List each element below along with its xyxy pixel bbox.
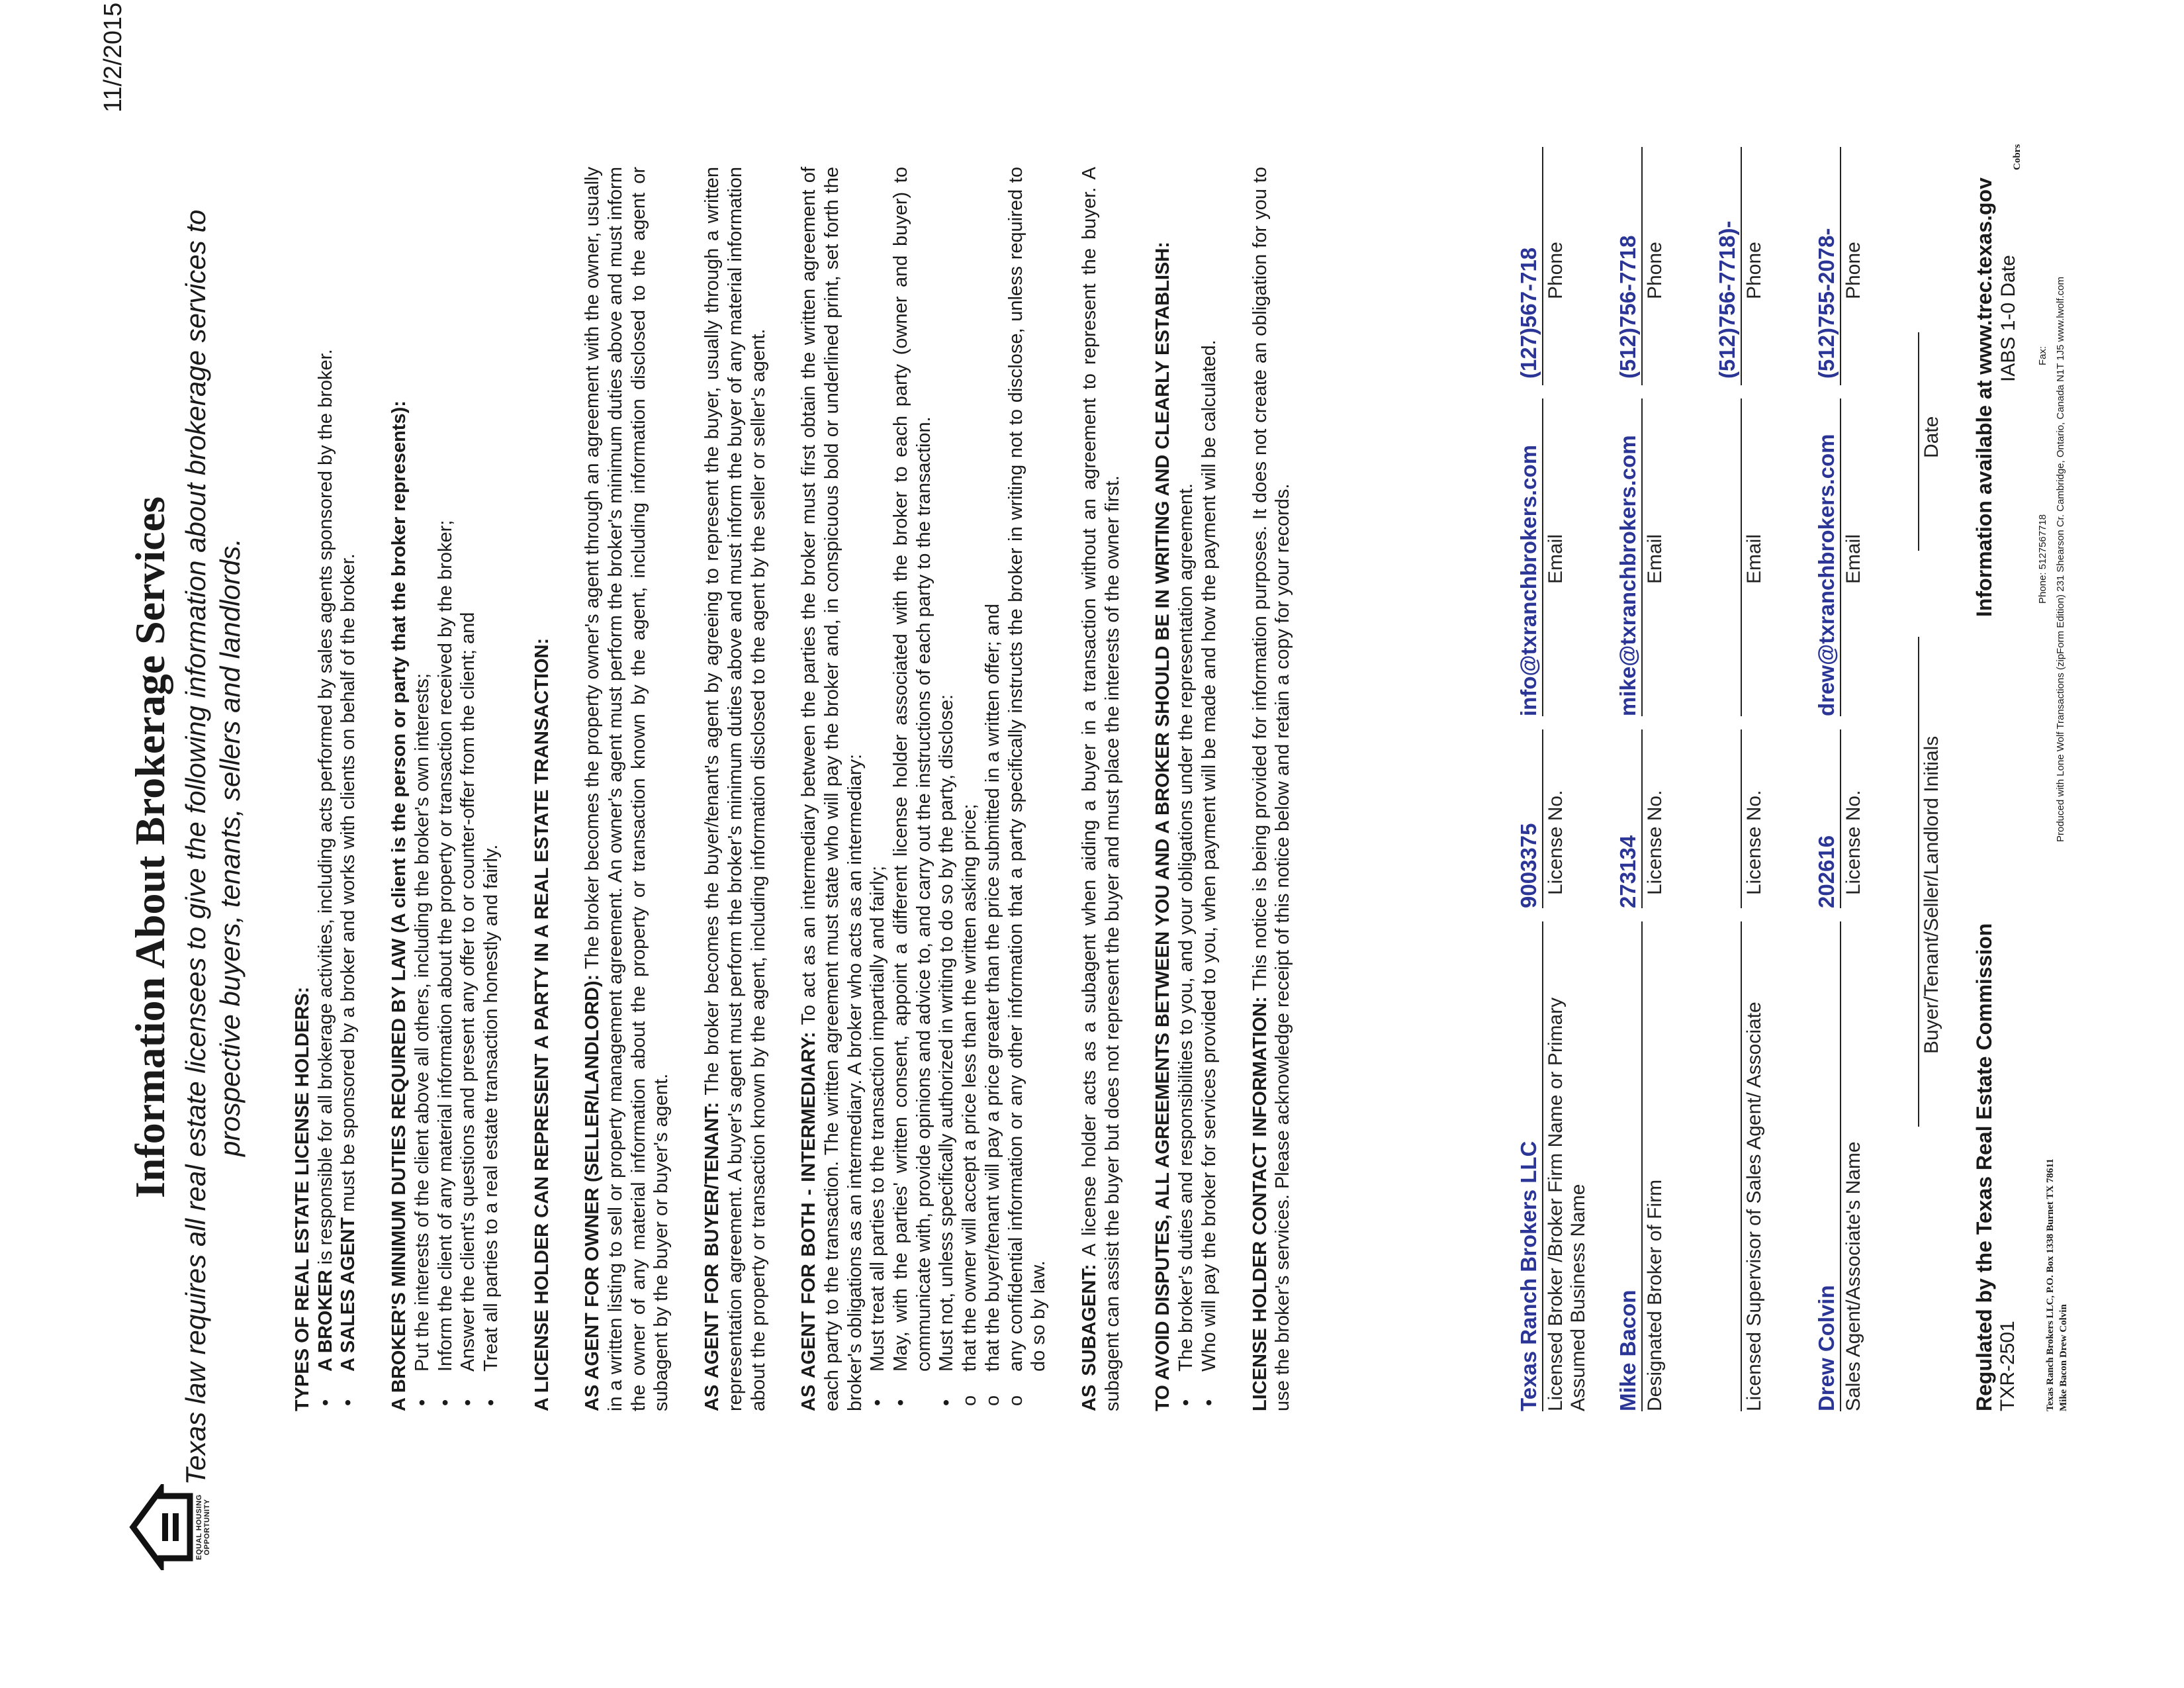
firm-email-value[interactable]: info@txranchbrokers.com [1516, 445, 1541, 716]
sales-agent-email-value[interactable]: drew@txranchbrokers.com [1814, 434, 1839, 716]
field-line [1741, 147, 1742, 385]
page-title: Information About Brokerage Services [126, 496, 173, 1199]
term-text: is responsible for all brokerage activities, including acts performed by sales agents sponsored by the broker. [314, 349, 336, 1270]
date-label: Date [1921, 416, 1942, 458]
designated-broker-label: Designated Broker of Firm [1644, 1179, 1666, 1411]
contact-row-designated-broker [1615, 147, 1714, 1411]
field-line [1542, 921, 1543, 1411]
term-sales-agent: A SALES AGENT [338, 1217, 359, 1372]
initials-label: Buyer/Tenant/Seller/Landlord Initials [1921, 735, 1942, 1054]
section-heading: TYPES OF REAL ESTATE LICENSE HOLDERS: [292, 986, 313, 1411]
bullet-list [1175, 167, 1220, 1411]
section-owner [581, 167, 673, 1411]
email-label: Email [1545, 534, 1567, 584]
section-text: The broker becomes the property owner's agent through an agreement with the owner, usually in a written listing to sell or property management agreement. An owner's agent must perform the broker's minimum duties above and must inform the owner of any material information about the property or transaction known by the agent, including information disclosed to the agent or subagent by the buyer or buyer's agent. [582, 167, 672, 1411]
bullet-list [866, 167, 958, 1411]
agent-names: Mike Bacon Drew Colvin [2058, 1304, 2069, 1411]
field-line [1741, 399, 1742, 716]
section-represent [531, 167, 554, 1411]
notice-body [291, 167, 1322, 1411]
acknowledgement-row [1913, 147, 1959, 1411]
bullet-list [411, 167, 503, 1411]
section-duties [388, 167, 503, 1411]
section-text: The broker becomes the buyer/tenant's agent by agreeing to represent the buyer, usually through a written representation agreement. A buyer's agent must perform the broker's minimum duties above and must inform the buyer of any material information about the property or transaction known by the agent, including information disclosed to the agent by the seller or seller's agent. [702, 167, 769, 1411]
section-heading: LICENSE HOLDER CONTACT INFORMATION: [1249, 996, 1271, 1411]
sales-agent-phone-value[interactable]: (512)755-2078- [1814, 228, 1839, 379]
produced-with: Produced with Lone Wolf Transactions (zipForm Edition) 231 Shearson Cr. Cambridge, Ontario, Canada N1T 1J5 www.lwolf.com [2055, 276, 2066, 842]
sub-item: o that the owner will accept a price less than the written asking price; [958, 167, 981, 1411]
license-label: License No. [1545, 790, 1567, 895]
regulated-by: Regulated by the Texas Real Estate Commission [1972, 923, 1996, 1411]
section-subagent [1078, 167, 1124, 1411]
form-date: 11/2/2015 [99, 2, 127, 113]
email-label: Email [1644, 534, 1666, 584]
supervisor-phone-value[interactable]: (512)756-7718)- [1715, 220, 1739, 379]
designated-broker-email-value[interactable]: mike@txranchbrokers.com [1615, 435, 1640, 716]
initials-mark: Cobrs [2012, 144, 2023, 170]
field-line [1641, 399, 1643, 716]
sub-list [958, 167, 1050, 1411]
sales-agent-name-value[interactable]: Drew Colvin [1814, 1285, 1839, 1411]
field-line [1542, 729, 1543, 908]
firm-name-value[interactable]: Texas Ranch Brokers LLC [1516, 1141, 1541, 1411]
list-item: • Answer the client's questions and present any offer to or counter-offer from the client; and [457, 167, 480, 1411]
section-heading: AS SUBAGENT: [1078, 1264, 1100, 1411]
field-line [1741, 921, 1742, 1411]
field-line [1741, 729, 1742, 908]
list-item: • May, with the parties' written consent, appoint a different license holder associated with the broker to each party (owner and buyer) to communicate with, provide opinions and advice to, and carry out the instructions of each party to the transaction. [889, 167, 935, 1411]
list-item: • Who will pay the broker for services provided to you, when payment will be made and how the payment will be calculated. [1198, 167, 1221, 1411]
list-item: • Inform the client of any material information about the property or transaction received by the broker; [434, 167, 457, 1411]
field-line [1542, 147, 1543, 385]
section-contact [1249, 167, 1295, 1411]
designated-broker-phone-value[interactable]: (512)756-7718 [1615, 235, 1640, 379]
section-heading: AS AGENT FOR BOTH - INTERMEDIARY: [798, 1031, 820, 1411]
section-text: To act as an intermediary between the parties the broker must first obtain the written agreement of each party to the transaction. The written agreement must state who will pay the broker and, in conspicuous bold or underlined print, set forth the broker's obligations as an intermediary. A broker who acts as an intermediary: [798, 167, 866, 1411]
term-broker: A BROKER [314, 1270, 336, 1372]
list-item: • Treat all parties to a real estate transaction honestly and fairly. [480, 167, 503, 1411]
section-heading: AS AGENT FOR BUYER/TENANT: [702, 1102, 723, 1411]
list-item [337, 167, 360, 1411]
field-line [1840, 921, 1841, 1411]
section-buyer [701, 167, 770, 1411]
section-types [291, 167, 360, 1411]
footer-fax: Fax: [2037, 346, 2048, 365]
field-line [1840, 729, 1841, 908]
form-id: TXR-2501 [1997, 1321, 2019, 1411]
field-line [1641, 147, 1643, 385]
date-line[interactable] [1918, 332, 1919, 551]
contact-row-sales-agent [1813, 147, 1913, 1411]
field-line [1641, 729, 1643, 908]
firm-name-label: Licensed Broker /Broker Firm Name or Primary Assumed Business Name [1545, 997, 1589, 1411]
bullet-list [314, 167, 360, 1411]
sub-item: o any confidential information or any other information that a party specifically instructs the broker in writing not to disclose, unless required to do so by law. [1005, 167, 1050, 1411]
list-item: • Must treat all parties to the transaction impartially and fairly; [866, 167, 889, 1411]
page-footer [1972, 144, 2069, 1411]
contact-table [1516, 147, 1959, 1411]
initials-line[interactable] [1918, 637, 1919, 1127]
page-subtitle: Texas law requires all real estate licensees to give the following information about brokerage services to prospective buyers, tenants, sellers and landlords. [180, 209, 246, 1485]
phone-label: Phone [1843, 242, 1864, 299]
logo-line1: EQUAL HOUSING [195, 1494, 203, 1560]
section-heading: TO AVOID DISPUTES, ALL AGREEMENTS BETWEEN YOU AND A BROKER SHOULD BE IN WRITING AND CLEARLY ESTABLISH: [1152, 242, 1174, 1411]
designated-broker-license-value[interactable]: 273134 [1615, 835, 1640, 908]
footer-phone: Phone: 5127567718 [2037, 514, 2048, 604]
phone-label: Phone [1743, 242, 1765, 299]
list-item: • Put the interests of the client above all others, including the broker's own interests; [411, 167, 434, 1411]
section-disputes [1152, 167, 1220, 1411]
license-label: License No. [1843, 790, 1864, 895]
phone-label: Phone [1644, 242, 1666, 299]
firm-phone-value[interactable]: (127)567-718 [1516, 247, 1541, 379]
trec-info: Information available at www.trec.texas.gov [1972, 177, 1996, 617]
designated-broker-name-value[interactable]: Mike Bacon [1615, 1289, 1640, 1411]
contact-row-supervisor [1714, 147, 1813, 1411]
license-label: License No. [1743, 790, 1765, 895]
section-text: This notice is being provided for information purposes. It does not create an obligation for you to use the broker's services. Please acknowledge receipt of this notice below and retain a copy for your records. [1249, 166, 1294, 1411]
logo-line2: OPPORTUNITY [203, 1499, 211, 1556]
field-line [1840, 399, 1841, 716]
list-item [314, 167, 338, 1411]
sub-item: o that the buyer/tenant will pay a price greater than the price submitted in a written offer; and [981, 167, 1005, 1411]
email-label: Email [1843, 534, 1864, 584]
firm-license-value[interactable]: 9003375 [1516, 823, 1541, 908]
field-line [1542, 399, 1543, 716]
field-line [1840, 147, 1841, 385]
list-item: • The broker's duties and responsibilities to you, and your obligations under the representation agreement. [1175, 167, 1198, 1411]
list-item: • Must not, unless specifically authorized in writing to do so by the party, disclose: [935, 167, 958, 1411]
section-intermediary [797, 167, 1050, 1411]
sales-agent-license-value[interactable]: 202616 [1814, 835, 1839, 908]
phone-label: Phone [1545, 242, 1567, 299]
license-label: License No. [1644, 790, 1666, 895]
supervisor-label: Licensed Supervisor of Sales Agent/ Associate [1743, 1002, 1765, 1411]
sales-agent-label: Sales Agent/Associate's Name [1843, 1141, 1864, 1411]
brokerage-address: Texas Ranch Brokers LLC, P.O. Box 1338 Burnet TX 78611 [2045, 1158, 2056, 1411]
term-text: must be sponsored by a broker and works with clients on behalf of the broker. [338, 553, 359, 1217]
field-line [1641, 921, 1643, 1411]
section-heading: A LICENSE HOLDER CAN REPRESENT A PARTY IN A REAL ESTATE TRANSACTION: [531, 637, 553, 1411]
email-label: Email [1743, 534, 1765, 584]
section-heading: AS AGENT FOR OWNER (SELLER/LANDLORD): [582, 974, 604, 1411]
section-heading: A BROKER'S MINIMUM DUTIES REQUIRED BY LAW (A client is the person or party that the broker represents): [388, 400, 410, 1411]
contact-row-broker-firm [1516, 147, 1615, 1411]
section-text: A license holder acts as a subagent when aiding a buyer in a transaction without an agreement to represent the buyer. A subagent can assist the buyer but does not represent the buyer and must place the interests of the owner first. [1078, 167, 1123, 1411]
iabs-date: IABS 1-0 Date [1997, 255, 2019, 382]
